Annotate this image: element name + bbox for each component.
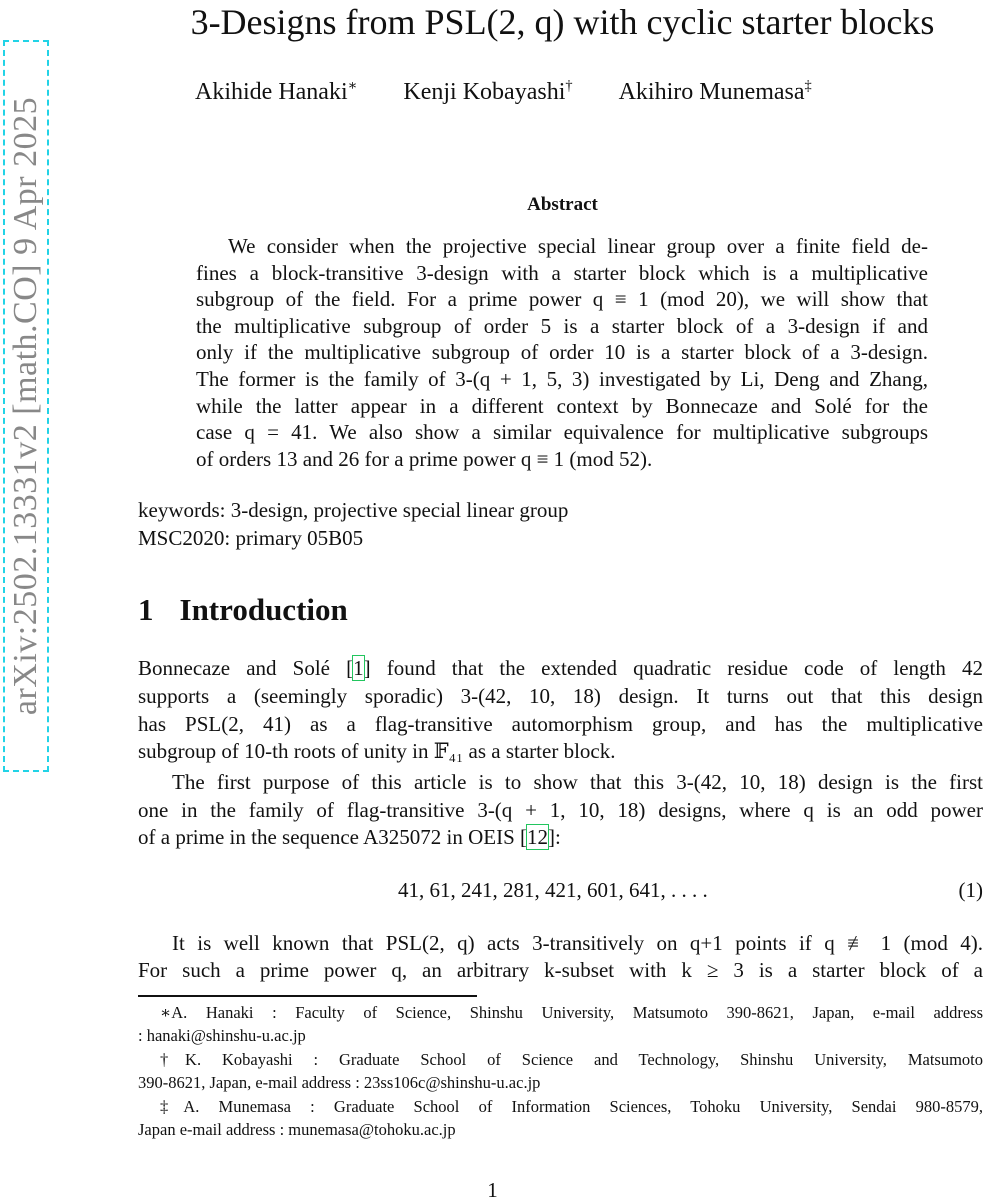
footnote-line: 390-8621, Japan, e-mail address : 23ss106c@shinshu-u.ac.jp xyxy=(138,1073,541,1092)
abstract-line: case q = 41. We also show a similar equivalence for multiplicative subgroups xyxy=(196,420,928,445)
equation-number: (1) xyxy=(958,878,983,902)
paragraph-line: has PSL(2, 41) as a flag-transitive automorphism group, and has the multiplicative xyxy=(138,712,983,736)
arxiv-stamp-text: arXiv:2502.13331v2 [math.CO] 9 Apr 2025 xyxy=(7,96,44,716)
citation-link[interactable]: 1 xyxy=(353,656,364,680)
footnote-rule xyxy=(138,995,477,997)
footnote-line: ∗A. Hanaki : Faculty of Science, Shinshu University, Matsumoto 390-8621, Japan, e-mail address xyxy=(160,1003,983,1022)
citation-link[interactable]: 12 xyxy=(527,825,548,849)
paragraph-line: one in the family of flag-transitive 3-(q + 1, 10, 18) designs, where q is an odd power xyxy=(138,798,983,822)
abstract-line: We consider when the projective special linear group over a finite field de- xyxy=(228,234,928,258)
arxiv-stamp[interactable] xyxy=(3,40,49,772)
paragraph-line: supports a (seemingly sporadic) 3-(42, 10, 18) design. It turns out that this design xyxy=(138,684,983,708)
equation: 41, 61, 241, 281, 421, 601, 641, . . . . xyxy=(398,878,708,902)
keywords: keywords: 3-design, projective special linear group xyxy=(138,498,569,522)
author: Akihide Hanaki∗ xyxy=(195,78,358,105)
footnote-line: Japan e-mail address : munemasa@tohoku.ac.jp xyxy=(138,1120,456,1139)
paper-title: 3-Designs from PSL(2, q) with cyclic starter blocks xyxy=(190,2,935,42)
paragraph-line: Bonnecaze and Solé [1] found that the extended quadratic residue code of length 42 xyxy=(138,656,983,680)
abstract-line: fines a block-transitive 3-design with a starter block which is a multiplicative xyxy=(196,260,928,285)
paragraph-line: subgroup of 10-th roots of unity in 𝔽₄₁ as a starter block. xyxy=(138,739,616,763)
paragraph-line: For such a prime power q, an arbitrary k-subset with k ≥ 3 is a starter block of a xyxy=(138,958,983,982)
footnote-line: : hanaki@shinshu-u.ac.jp xyxy=(138,1026,306,1045)
section-heading: 1 Introduction xyxy=(138,592,348,627)
author: Kenji Kobayashi† xyxy=(403,78,573,105)
author-list xyxy=(195,78,975,106)
abstract-line: the multiplicative subgroup of order 5 is a starter block of a 3-design if and xyxy=(196,313,928,338)
paragraph-line: of a prime in the sequence A325072 in OEIS [12]: xyxy=(138,825,561,849)
abstract-line: The former is the family of 3-(q + 1, 5, 3) investigated by Li, Deng and Zhang, xyxy=(196,367,928,391)
footnote-line: ‡A. Munemasa : Graduate School of Information Sciences, Tohoku University, Sendai 980-8579, xyxy=(160,1097,983,1116)
paragraph-line: It is well known that PSL(2, q) acts 3-transitively on q+1 points if q ≢ 1 (mod 4). xyxy=(172,931,983,955)
abstract-line: only if the multiplicative subgroup of order 10 is a starter block of a 3-design. xyxy=(196,340,928,365)
paragraph-line: The first purpose of this article is to show that this 3-(42, 10, 18) design is the first xyxy=(172,770,983,794)
footnote-line: †K. Kobayashi : Graduate School of Science and Technology, Shinshu University, Matsumoto xyxy=(160,1050,983,1069)
abstract-line: subgroup of the field. For a prime power q ≡ 1 (mod 20), we will show that xyxy=(196,287,928,312)
author: Akihiro Munemasa‡ xyxy=(618,78,812,105)
abstract-line: while the latter appear in a different context by Bonnecaze and Solé for the xyxy=(196,393,928,418)
page-number: 1 xyxy=(487,1178,498,1202)
msc-classification: MSC2020: primary 05B05 xyxy=(138,526,364,550)
abstract-heading: Abstract xyxy=(527,194,598,215)
abstract-line: of orders 13 and 26 for a prime power q ≡ 1 (mod 52). xyxy=(196,446,653,471)
